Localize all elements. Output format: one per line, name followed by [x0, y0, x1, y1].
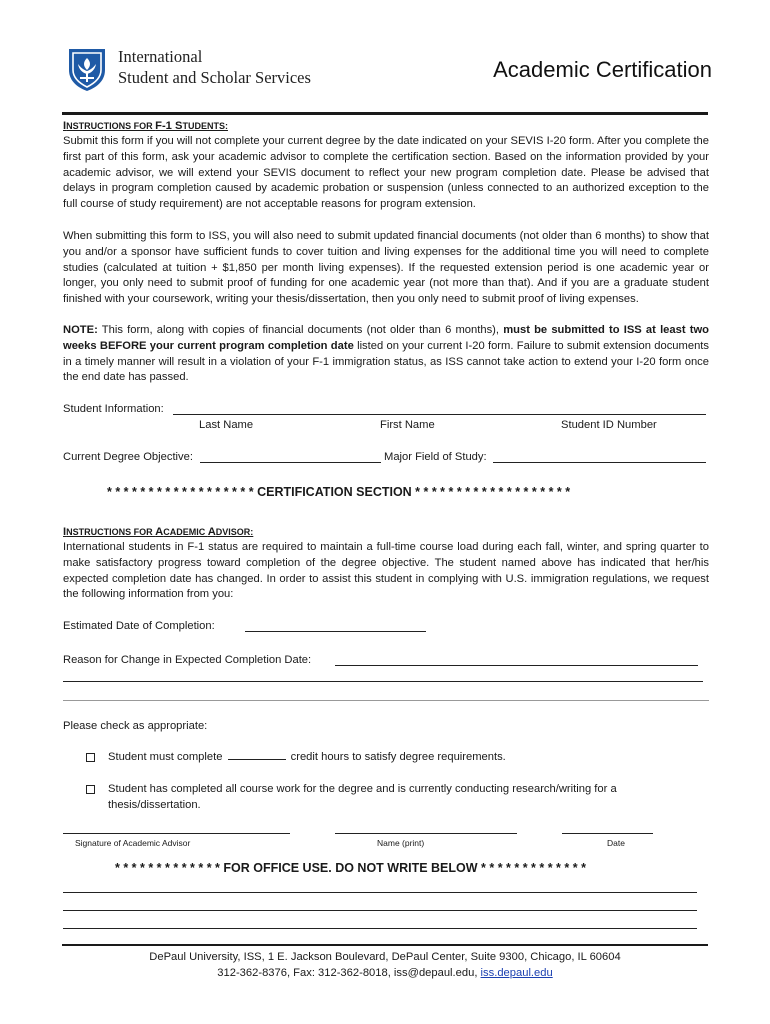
- student-id-caption: Student ID Number: [561, 419, 657, 431]
- reason-field-line-1[interactable]: [335, 665, 698, 666]
- date-caption: Date: [607, 838, 625, 848]
- footer-address: DePaul University, ISS, 1 E. Jackson Boulevard, DePaul Center, Suite 9300, Chicago, IL 60604: [149, 951, 621, 963]
- footer-website-link[interactable]: iss.depaul.edu: [480, 967, 553, 979]
- credit-hours-field[interactable]: [228, 750, 286, 760]
- option-2-line-1: Student has completed all course work for the degree and is currently conducting research/writing for a: [108, 783, 617, 795]
- footer-divider: [62, 944, 708, 946]
- option-1-pre: Student must complete: [108, 751, 223, 763]
- note-deadline: must be submitted to ISS at least two weeks BEFORE your current program completion date: [63, 324, 710, 352]
- credit-hours-checkbox[interactable]: [86, 753, 95, 762]
- org-line-1: International: [118, 47, 203, 66]
- heading-initial: I: [63, 120, 67, 132]
- note-text-2: listed on your current I-20 form. Failure to submit extension documents in a timely manner will result in a violation of your F-1 immigration status, as ISS cannot take action to extend your I-20 form once the end date has passed.: [63, 339, 709, 384]
- org-name: [118, 46, 311, 88]
- heading-part: NSTRUCTIONS FOR: [66, 121, 156, 131]
- heading-initial: I: [63, 526, 67, 538]
- heading-part: CADEMIC: [163, 527, 208, 537]
- note-paragraph: [63, 323, 709, 386]
- student-info-field[interactable]: [173, 414, 706, 415]
- advisor-name-field[interactable]: [335, 833, 517, 834]
- section-divider: [63, 700, 709, 701]
- major-field-input[interactable]: [493, 462, 706, 463]
- note-text-1: This form, along with copies of financial documents (not older than 6 months),: [97, 324, 504, 336]
- office-use-line-3: [63, 928, 697, 929]
- heading-part: F-1 S: [155, 120, 183, 132]
- first-name-caption: First Name: [380, 419, 435, 431]
- org-line-2: Student and Scholar Services: [118, 68, 311, 87]
- office-use-line-1: [63, 892, 697, 893]
- student-instructions-para-1: Submit this form if you will not complete your current degree by the date indicated on your SEVIS I-20 form. After you complete the first part of this form, ask your academic advisor to complete the certification section. Based on the information provided by your academic advisor, we will extend your SEVIS document to reflect your new program completion date. Please be advised that delays in program completion caused by academic probation or suspension (unless connected to an authorized exception to the full course of study requirement) are not acceptable reasons for program extension.: [63, 135, 709, 211]
- heading-part: TUDENTS:: [182, 121, 228, 131]
- page-title: Academic Certification: [493, 57, 712, 82]
- option-2-line-2: thesis/dissertation.: [108, 799, 201, 811]
- major-field-label: Major Field of Study:: [384, 451, 487, 463]
- heading-part: DVISOR:: [215, 527, 254, 537]
- heading-part: A: [207, 526, 216, 538]
- office-use-banner: * * * * * * * * * * * * * FOR OFFICE USE. DO NOT WRITE BELOW * * * * * * * * * * * * *: [115, 861, 586, 875]
- signature-caption: Signature of Academic Advisor: [75, 838, 191, 848]
- student-info-label: Student Information:: [63, 403, 164, 415]
- estimated-date-label: Estimated Date of Completion:: [63, 620, 215, 632]
- reason-field-line-2[interactable]: [63, 681, 703, 682]
- option-1-text: [108, 750, 506, 766]
- last-name-caption: Last Name: [199, 419, 254, 431]
- degree-objective-field[interactable]: [200, 462, 381, 463]
- heading-part: NSTRUCTIONS FOR: [66, 527, 156, 537]
- check-instructions-label: Please check as appropriate:: [63, 720, 208, 732]
- footer-contact: [62, 966, 708, 982]
- coursework-complete-checkbox[interactable]: [86, 785, 95, 794]
- note-label: NOTE:: [63, 324, 98, 336]
- advisor-instructions-heading: [63, 525, 253, 541]
- name-print-caption: Name (print): [377, 838, 425, 848]
- student-instructions-para-2: When submitting this form to ISS, you will also need to submit updated financial documents (not older than 6 months) to show that you and/or a sponsor have sufficient funds to cover tuition and living expenses for the additional time you will need to complete studies (calculated at tuition + $1,850 per month living expenses). If the requested extension period is one academic year or longer, you only need to submit proof of funding for one academic year (not more than that). And if you are a graduate student finished with your coursework, writing your thesis/dissertation, then you only need to submit proof of living expenses.: [63, 230, 709, 306]
- degree-objective-label: Current Degree Objective:: [63, 451, 193, 463]
- certification-section-banner: * * * * * * * * * * * * * * * * * * CERTIFICATION SECTION * * * * * * * * * * * * * * * * * * *: [107, 485, 571, 499]
- estimated-date-field[interactable]: [245, 631, 426, 632]
- student-instructions-heading: [63, 119, 228, 135]
- heading-part: A: [155, 526, 164, 538]
- advisor-signature-field[interactable]: [63, 833, 290, 834]
- option-1-post: credit hours to satisfy degree requirements.: [290, 751, 506, 763]
- header-divider: [62, 112, 708, 115]
- advisor-date-field[interactable]: [562, 833, 653, 834]
- advisor-instructions-para: International students in F-1 status are required to maintain a full-time course load during each fall, winter, and spring quarter to make satisfactory progress toward completion of the degree objective. The student named above has indicated that her/his expected completion date has changed. In order to assist this student in complying with U.S. immigration regulations, we request the following information from you:: [63, 541, 709, 601]
- reason-label: Reason for Change in Expected Completion Date:: [63, 654, 312, 666]
- footer-phone-email: 312-362-8376, Fax: 312-362-8018, iss@depaul.edu,: [217, 967, 481, 979]
- office-use-line-2: [63, 910, 697, 911]
- depaul-shield-icon: [66, 46, 108, 92]
